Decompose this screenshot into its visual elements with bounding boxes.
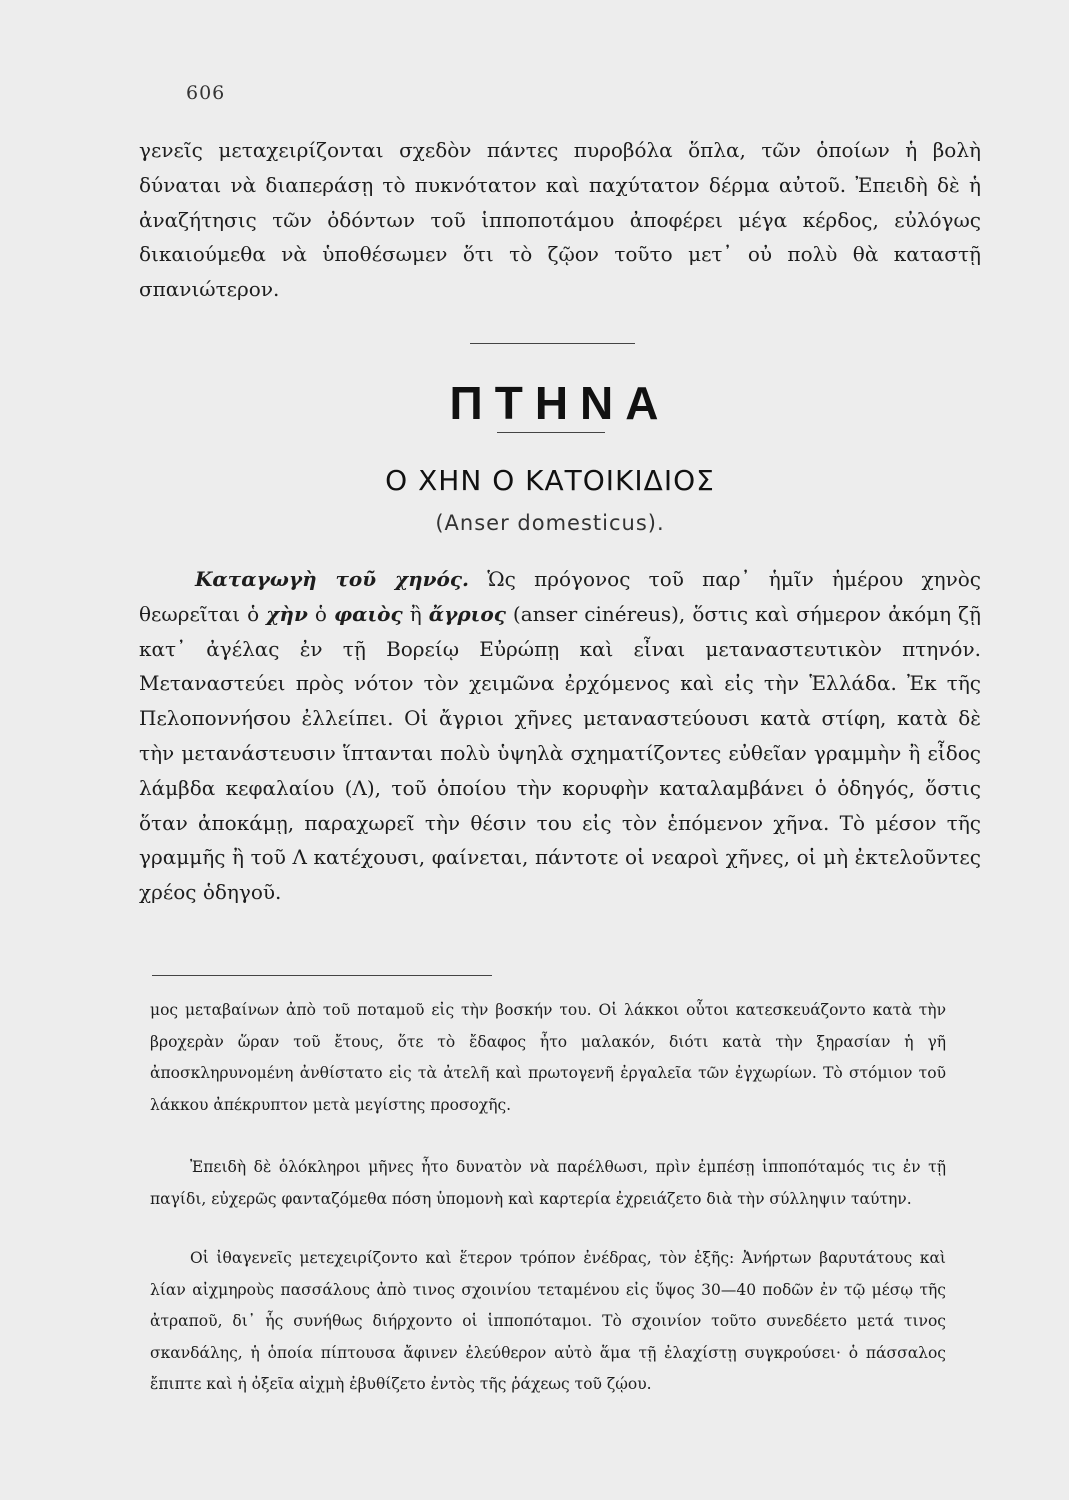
- divider-rule-top: [470, 343, 635, 344]
- paragraph-text-1: Ὡς πρόγονος τοῦ παρ᾽ ἡμῖν ἡμέρου χηνὸς θεωρεῖται ὁ: [139, 567, 982, 626]
- term-agrios: ἄγριος: [428, 601, 506, 626]
- footnote-paragraph-1: μος μεταβαίνων ἀπὸ τοῦ ποταμοῦ εἰς τὴν βοσκήν του. Οἱ λάκκοι οὗτοι κατεσκευάζοντο κατὰ τὴν βροχερὰν ὥραν τοῦ ἔτους, ὅτε τὸ ἔδαφος ἦτο μαλακόν, διότι κατὰ τὴν ξηρασίαν ἡ γῆ ἀποσκληρυνομένη ἀνθίστατο εἰς τὰ ἀτελῆ καὶ πρωτογενῆ ἐργαλεῖα τῶν ἐγχωρίων. Τὸ στόμιον τοῦ λάκκου ἀπέκρυπτον μετὰ μεγίστης προσοχῆς.: [150, 1001, 946, 1114]
- paragraph-heading: Καταγωγὴ τοῦ χηνός.: [195, 567, 470, 591]
- intro-paragraph: γενεῖς μεταχειρίζονται σχεδὸν πάντες πυροβόλα ὅπλα, τῶν ὁποίων ἡ βολὴ δύναται νὰ διαπεράσῃ τὸ πυκνότατον καὶ παχύτατον δέρμα αὐτοῦ. Ἐπειδὴ δὲ ἡ ἀναζήτησις τῶν ὀδόντων τοῦ ἱπποποτάμου ἀποφέρει μέγα κέρδος, εὐλόγως δικαιούμεθα νὰ ὑποθέσωμεν ὅτι τὸ ζῷον τοῦτο μετ᾽ οὐ πολὺ θὰ καταστῇ σπανιώτερον.: [139, 138, 981, 302]
- paragraph-text-2: ὁ: [307, 601, 334, 626]
- paragraph-text-3: ἢ: [402, 601, 429, 626]
- term-chen: χὴν: [266, 601, 308, 626]
- divider-rule-middle: [497, 432, 605, 433]
- species-latin-name: (Anser domesticus).: [435, 511, 665, 535]
- footnote-paragraph-2: Ἐπειδὴ δὲ ὁλόκληροι μῆνες ἦτο δυνατὸν νὰ παρέλθωσι, πρὶν ἐμπέσῃ ἱπποπόταμός τις ἐν τῇ παγίδι, εὐχερῶς φανταζόμεθα πόση ὑπομονὴ καὶ καρτερία ἐχρειάζετο διὰ τὴν σύλληψιν ταύτην.: [150, 1158, 946, 1208]
- page-number: 606: [186, 82, 226, 104]
- section-title: ΠΤΗΝΑ: [449, 377, 671, 429]
- paragraph-text-4: (anser cinéreus), ὅστις καὶ σήμερον ἀκόμη ζῇ κατ᾽ ἀγέλας ἐν τῇ Βορείῳ Εὐρώπῃ καὶ εἶναι μεταναστευτικὸν πτηνόν. Μεταναστεύει πρὸς νότον τὸν χειμῶνα ἐρχόμενος καὶ εἰς τὴν Ἑλλάδα. Ἐκ τῆς Πελοποννήσου ἐλλείπει. Οἱ ἄγριοι χῆνες μεταναστεύουσι κατὰ στίφη, κατὰ δὲ τὴν μετανάστευσιν ἵπτανται πολὺ ὑψηλὰ σχηματίζοντες εὐθεῖαν γραμμὴν ἢ εἶδος λάμβδα κεφαλαίου (Λ), τοῦ ὁποίου τὴν κορυφὴν καταλαμβάνει ὁ ὁδηγός, ὅστις ὅταν ἀποκάμῃ, παραχωρεῖ τὴν θέσιν του εἰς τὸν ἑπόμενον χῆνα. Τὸ μέσον τῆς γραμμῆς ἢ τοῦ Λ κατέχουσι, φαίνεται, πάντοτε οἱ νεαροὶ χῆνες, οἱ μὴ ἐκτελοῦντες χρέος ὁδηγοῦ.: [139, 601, 982, 905]
- species-title: Ο ΧΗΝ Ο ΚΑΤΟΙΚΙΔΙΟΣ: [385, 464, 715, 497]
- main-paragraph: [139, 562, 981, 910]
- footnote-paragraph-3: Οἱ ἰθαγενεῖς μετεχειρίζοντο καὶ ἕτερον τρόπον ἐνέδρας, τὸν ἑξῆς: Ἀνήρτων βαρυτάτους καὶ λίαν αἰχμηροὺς πασσάλους ἀπὸ τινος σχοινίου τεταμένου εἰς ὕψος 30—40 ποδῶν ἐν τῷ μέσῳ τῆς ἀτραποῦ, δι᾽ ἧς συνήθως διήρχοντο οἱ ἱπποπόταμοι. Τὸ σχοινίον τοῦτο συνεδέετο μετά τινος σκανδάλης, ἡ ὁποία πίπτουσα ἄφινεν ἐλεύθερον αὐτὸ ἅμα τῇ ἐλαχίστῃ συγκρούσει· ὁ πάσσαλος ἔπιπτε καὶ ἡ ὀξεῖα αἰχμὴ ἐβυθίζετο ἐντὸς τῆς ῥάχεως τοῦ ζῴου.: [150, 1249, 946, 1393]
- term-faios: φαιὸς: [333, 601, 403, 626]
- footnote-separator: [152, 975, 492, 976]
